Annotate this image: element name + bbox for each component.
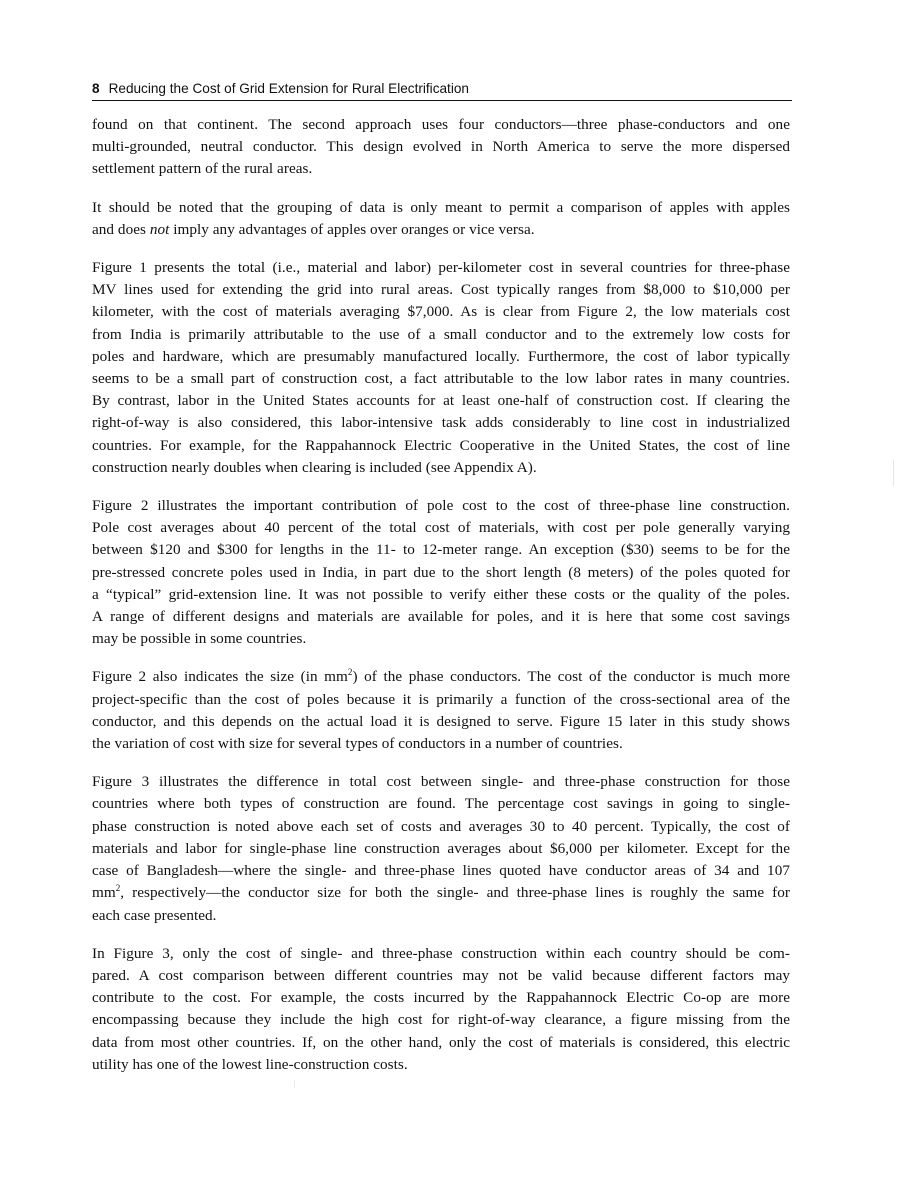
text-line: [92, 219, 790, 241]
paragraph-5: [92, 666, 790, 755]
text-line: conductor, and this depends on the actual load it is designed to serve. Figure 15 later in this study shows: [92, 712, 790, 730]
text-line: In Figure 3, only the cost of single- and three-phase construction within each country should be com-: [92, 944, 790, 962]
text-run: , respectively—the conductor size for both the single- and three-phase lines is roughly the same for: [120, 884, 790, 902]
page-number: 8: [92, 81, 100, 96]
paragraph-2: [92, 197, 790, 241]
text-line: [92, 666, 790, 688]
text-line: each case presented.: [92, 906, 217, 924]
text-line: It should be noted that the grouping of data is only meant to permit a comparison of apples with apples: [92, 198, 790, 216]
running-title: Reducing the Cost of Grid Extension for Rural Electrification: [108, 81, 469, 96]
text-run: ) of the phase conductors. The cost of the conductor is much more: [352, 668, 791, 686]
text-line: poles and hardware, which are presumably manufactured locally. Furthermore, the cost of labor typically: [92, 347, 790, 365]
text-line: Pole cost averages about 40 percent of the total cost of materials, with cost per pole generally varying: [92, 519, 790, 537]
text-line: construction nearly doubles when clearing is included (see Appendix A).: [92, 458, 537, 476]
superscript: 2: [347, 667, 353, 678]
text-line: encompassing because they include the high cost for right-of-way clearance, a figure missing from the: [92, 1011, 790, 1029]
text-line: contribute to the cost. For example, the costs incurred by the Rappahannock Electric Co-op are more: [92, 989, 790, 1007]
text-run: mm: [92, 884, 116, 902]
text-line: pared. A cost comparison between different countries may not be valid because different factors may: [92, 966, 790, 984]
text-line: seems to be a small part of construction cost, a fact attributable to the low labor rates in many countries.: [92, 370, 790, 388]
text-run: and does: [92, 220, 150, 238]
text-line: kilometer, with the cost of materials averaging $7,000. As is clear from Figure 2, the low materials cost: [92, 303, 790, 321]
paragraph-7: [92, 943, 790, 1076]
paragraph-3: [92, 257, 790, 479]
text-line: settlement pattern of the rural areas.: [92, 160, 313, 178]
text-line: pre-stressed concrete poles used in India, in part due to the short length (8 meters) of the poles quoted for: [92, 563, 790, 581]
text-line: countries where both types of construction are found. The percentage cost savings in going to single-: [92, 795, 790, 813]
text-line: Figure 1 presents the total (i.e., material and labor) per-kilometer cost in several countries for three-phase: [92, 259, 790, 277]
text-line: Figure 3 illustrates the difference in total cost between single- and three-phase construction for those: [92, 773, 790, 791]
text-line: case of Bangladesh—where the single- and three-phase lines quoted have conductor areas of 34 and 107: [92, 862, 790, 880]
text-line: utility has one of the lowest line-construction costs.: [92, 1055, 408, 1073]
scan-artifact: [893, 460, 894, 486]
text-line: materials and labor for single-phase line construction averages about $6,000 per kilometer. Except for the: [92, 839, 790, 857]
text-line: A range of different designs and materials are available for poles, and it is here that some cost savings: [92, 608, 790, 626]
text-line: data from most other countries. If, on the other hand, only the cost of materials is considered, this electric: [92, 1033, 790, 1051]
text-line: between $120 and $300 for lengths in the 11- to 12-meter range. An exception ($30) seems to be for the: [92, 541, 790, 559]
text-line: countries. For example, for the Rappahannock Electric Cooperative in the United States, the cost of line: [92, 436, 790, 454]
text-line: the variation of cost with size for several types of conductors in a number of countries.: [92, 735, 623, 753]
running-header: [92, 80, 792, 101]
text-line: [92, 882, 790, 904]
text-line: By contrast, labor in the United States accounts for at least one-half of construction cost. If clearing the: [92, 392, 790, 410]
text-line: found on that continent. The second approach uses four conductors—three phase-conductors and one: [92, 116, 790, 133]
text-line: right-of-way is also considered, this labor-intensive task adds considerably to line cost in industrialized: [92, 414, 790, 432]
emphasis-not: not: [149, 220, 170, 238]
text-line: phase construction is noted above each set of costs and averages 30 to 40 percent. Typically, the cost of: [92, 817, 790, 835]
text-line: multi-grounded, neutral conductor. This design evolved in North America to serve the more dispersed: [92, 138, 790, 156]
text-run: imply any advantages of apples over oranges or vice versa.: [169, 220, 535, 238]
text-line: Figure 2 illustrates the important contribution of pole cost to the cost of three-phase line construction.: [92, 497, 790, 515]
text-line: from India is primarily attributable to the use of a small conductor and to the extremely low costs for: [92, 325, 790, 343]
paragraph-4: [92, 495, 790, 650]
text-line: a “typical” grid-extension line. It was not possible to verify either these costs or the quality of the poles.: [92, 585, 790, 603]
scan-artifact: [294, 1080, 295, 1088]
body-text: [92, 114, 790, 1092]
text-line: may be possible in some countries.: [92, 630, 307, 648]
paragraph-1: [92, 114, 790, 181]
text-line: MV lines used for extending the grid into rural areas. Cost typically ranges from $8,000 to $10,000 per: [92, 281, 790, 299]
text-line: project-specific than the cost of poles because it is primarily a function of the cross-sectional area of the: [92, 690, 790, 708]
superscript: 2: [115, 883, 121, 894]
paragraph-6: [92, 771, 790, 926]
text-run: Figure 2 also indicates the size (in mm: [92, 668, 348, 686]
